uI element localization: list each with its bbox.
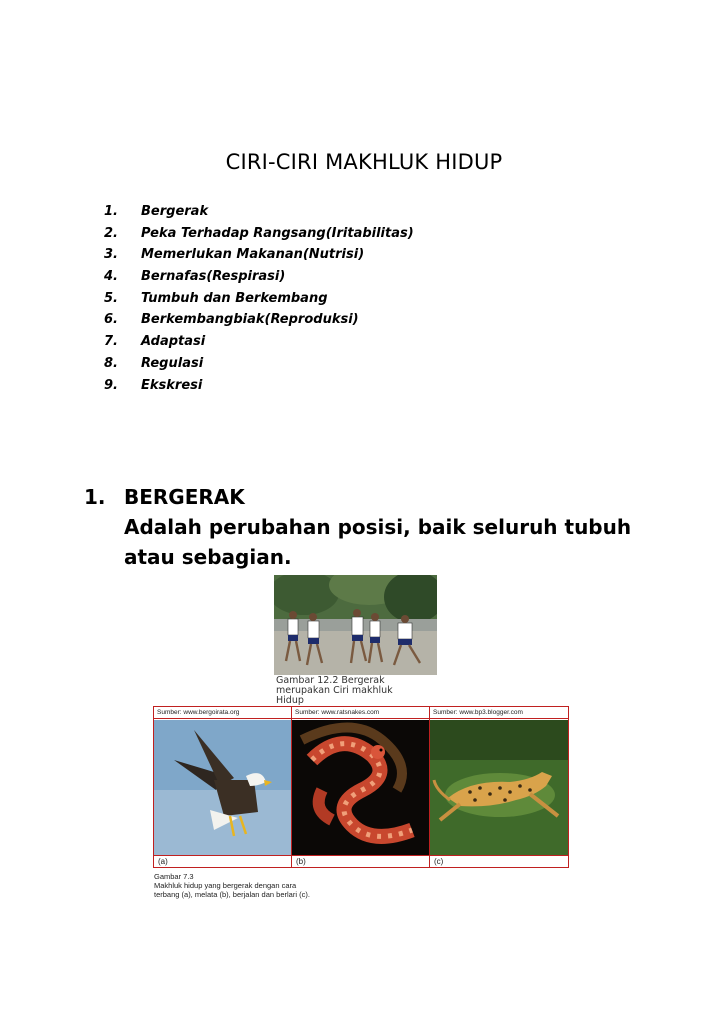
list-label: Memerlukan Makanan(Nutrisi) [141, 247, 365, 263]
list-number: 7. [104, 334, 118, 350]
list-number: 8. [104, 355, 118, 371]
caption-line: merupakan Ciri makhluk [276, 685, 393, 696]
figure-panel-cheetah [429, 706, 569, 868]
list-number: 3. [104, 247, 118, 263]
list-item [104, 353, 414, 375]
panel-label: (c) [430, 855, 568, 867]
list-number: 4. [104, 269, 118, 285]
list-label: Regulasi [141, 355, 204, 371]
list-label: Peka Terhadap Rangsang(Iritabilitas) [141, 225, 414, 241]
cheetah-image [430, 720, 568, 855]
list-label: Bernafas(Respirasi) [141, 269, 286, 285]
panel-label: (a) [154, 855, 292, 867]
list-item [104, 375, 414, 397]
caption-line: terbang (a), melata (b), berjalan dan berlari (c). [154, 890, 310, 899]
panel-source: Sumber: www.bergoirata.org [154, 707, 292, 719]
figure-caption-bottom [154, 872, 374, 899]
running-people-photo [274, 575, 437, 675]
panel-label: (b) [292, 855, 430, 867]
list-number: 5. [104, 290, 118, 306]
list-label: Ekskresi [141, 377, 203, 393]
figure-panel-eagle [153, 706, 293, 868]
list-label: Adaptasi [141, 334, 206, 350]
figure-panel-snake [291, 706, 431, 868]
list-label: Tumbuh dan Berkembang [141, 290, 328, 306]
caption-line: Gambar 12.2 Bergerak [276, 675, 385, 686]
list-label: Berkembangbiak(Reproduksi) [141, 312, 359, 328]
section-number: 1. [84, 485, 106, 509]
section-description: Adalah perubahan posisi, baik seluruh tubuh atau sebagian. [124, 515, 632, 569]
list-item [104, 331, 414, 353]
section-heading: BERGERAK [124, 485, 245, 509]
panel-source: Sumber: www.ratsnakes.com [292, 707, 430, 719]
caption-line: Hidup [276, 695, 304, 706]
list-item [104, 244, 414, 266]
list-item [104, 201, 414, 223]
figure-caption-top [276, 676, 436, 706]
list-number: 6. [104, 312, 118, 328]
eagle-image [154, 720, 292, 855]
page-title: CIRI-CIRI MAKHLUK HIDUP [225, 150, 503, 174]
list-number: 2. [104, 225, 118, 241]
list-item [104, 266, 414, 288]
list-number: 1. [104, 204, 118, 219]
panel-source: Sumber: www.bp3.blogger.com [430, 707, 568, 719]
list-number: 9. [104, 377, 118, 393]
caption-line: Gambar 7.3 [154, 872, 194, 881]
caption-line: Makhluk hidup yang bergerak dengan cara [154, 881, 297, 890]
snake-image [292, 720, 430, 855]
characteristics-list [104, 201, 414, 396]
list-item [104, 309, 414, 331]
list-item [104, 288, 414, 310]
list-item [104, 223, 414, 245]
list-label: Bergerak [141, 204, 209, 219]
